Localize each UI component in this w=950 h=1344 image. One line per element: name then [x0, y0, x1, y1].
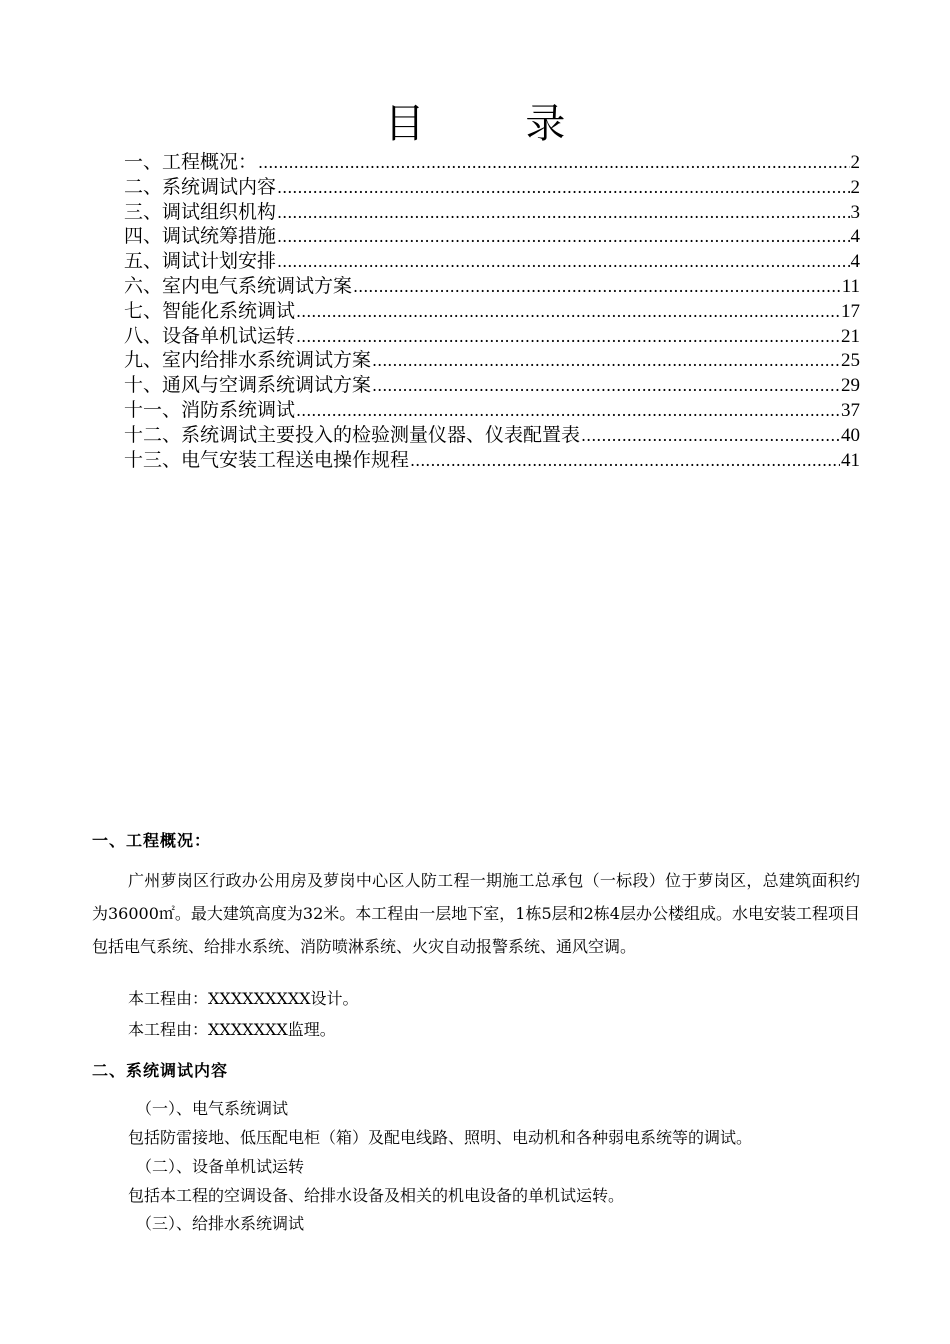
toc-entry-label: 四、调试统筹措施 — [124, 225, 277, 248]
toc-entry-page: 29 — [841, 375, 860, 397]
toc-entry-page: 2 — [850, 152, 860, 173]
toc-entry-page: 25 — [841, 350, 860, 372]
toc-entry-label: 二、系统调试内容 — [124, 175, 277, 198]
toc-entry-label: 一、工程概况： — [124, 151, 258, 173]
toc-entry-7[interactable] — [124, 299, 860, 324]
toc-dot-leader — [410, 449, 840, 474]
toc-entry-10[interactable] — [124, 373, 860, 398]
toc-entry-label: 十一、消防系统调试 — [124, 398, 296, 421]
toc-entry-label: 五、调试计划安排 — [124, 250, 277, 273]
toc-dot-leader — [581, 424, 840, 449]
subsection-electrical-title: （一）、电气系统调试 — [136, 1099, 289, 1118]
subsection-equipment-text: 包括本工程的空调设备、给排水设备及相关的机电设备的单机试运转。 — [128, 1186, 625, 1205]
toc-dot-leader — [296, 399, 840, 424]
toc-entry-label: 六、室内电气系统调试方案 — [124, 274, 353, 297]
toc-entry-page: 3 — [850, 201, 860, 223]
toc-entry-8[interactable] — [124, 324, 860, 349]
toc-entry-page: 11 — [841, 275, 860, 297]
designer-line: 本工程由：XXXXXXXXX设计。 — [128, 989, 359, 1008]
section-heading-debug-content: 二、系统调试内容 — [92, 1061, 229, 1080]
toc-dot-leader — [277, 250, 849, 275]
subsection-equipment-title: （二）、设备单机试运转 — [136, 1157, 305, 1176]
toc-entry-label: 十三、电气安装工程送电操作规程 — [124, 448, 410, 471]
toc-dot-leader — [372, 349, 840, 374]
toc-dot-leader — [353, 275, 841, 300]
toc-entry-label: 九、室内给排水系统调试方案 — [124, 349, 372, 372]
toc-entry-page: 4 — [850, 226, 860, 248]
toc-entry-page: 41 — [841, 449, 860, 471]
toc-entry-4[interactable] — [124, 224, 860, 249]
section-heading-overview: 一、工程概况： — [92, 831, 212, 850]
toc-dot-leader — [296, 325, 840, 350]
toc-entry-11[interactable] — [124, 398, 860, 423]
toc-entry-label: 十二、系统调试主要投入的检验测量仪器、仪表配置表 — [124, 423, 581, 446]
toc-entry-page: 40 — [841, 424, 860, 446]
toc-entry-page: 37 — [841, 399, 860, 421]
toc-entry-page: 2 — [850, 176, 860, 198]
toc-entry-5[interactable] — [124, 249, 860, 274]
toc-entry-label: 七、智能化系统调试 — [124, 299, 296, 322]
toc-dot-leader — [277, 176, 849, 201]
supervisor-line: 本工程由：XXXXXXX监理。 — [128, 1020, 336, 1039]
toc-dot-leader — [258, 151, 849, 176]
toc-entry-12[interactable] — [124, 423, 860, 448]
toc-entry-9[interactable] — [124, 348, 860, 373]
toc-title: 目 录 — [384, 101, 610, 147]
toc-entry-page: 21 — [841, 325, 860, 347]
toc-entry-label: 八、设备单机试运转 — [124, 324, 296, 347]
toc-list — [124, 150, 860, 472]
toc-entry-3[interactable] — [124, 200, 860, 225]
subsection-electrical-text: 包括防雷接地、低压配电柜（箱）及配电线路、照明、电动机和各种弱电系统等的调试。 — [128, 1128, 753, 1147]
toc-entry-13[interactable] — [124, 448, 860, 473]
toc-entry-1[interactable] — [124, 150, 860, 175]
overview-paragraph: 广州萝岗区行政办公用房及萝岗中心区人防工程一期施工总承包（一标段）位于萝岗区，总建筑面积约为36000㎡。最大建筑高度为32米。本工程由一层地下室，1栋5层和2栋4层办公楼组成。水电安装工程项目包括电气系统、给排水系统、消防喷淋系统、火灾自动报警系统、通风空调。 — [92, 871, 860, 956]
toc-dot-leader — [296, 300, 840, 325]
toc-entry-label: 三、调试组织机构 — [124, 200, 277, 223]
subsection-water-title: （三）、给排水系统调试 — [136, 1214, 305, 1233]
toc-entry-6[interactable] — [124, 274, 860, 299]
toc-dot-leader — [277, 225, 849, 250]
toc-entry-2[interactable] — [124, 175, 860, 200]
toc-entry-page: 4 — [850, 251, 860, 273]
toc-entry-label: 十、通风与空调系统调试方案 — [124, 374, 372, 397]
toc-dot-leader — [277, 201, 849, 226]
toc-dot-leader — [372, 374, 840, 399]
toc-entry-page: 17 — [841, 300, 860, 322]
